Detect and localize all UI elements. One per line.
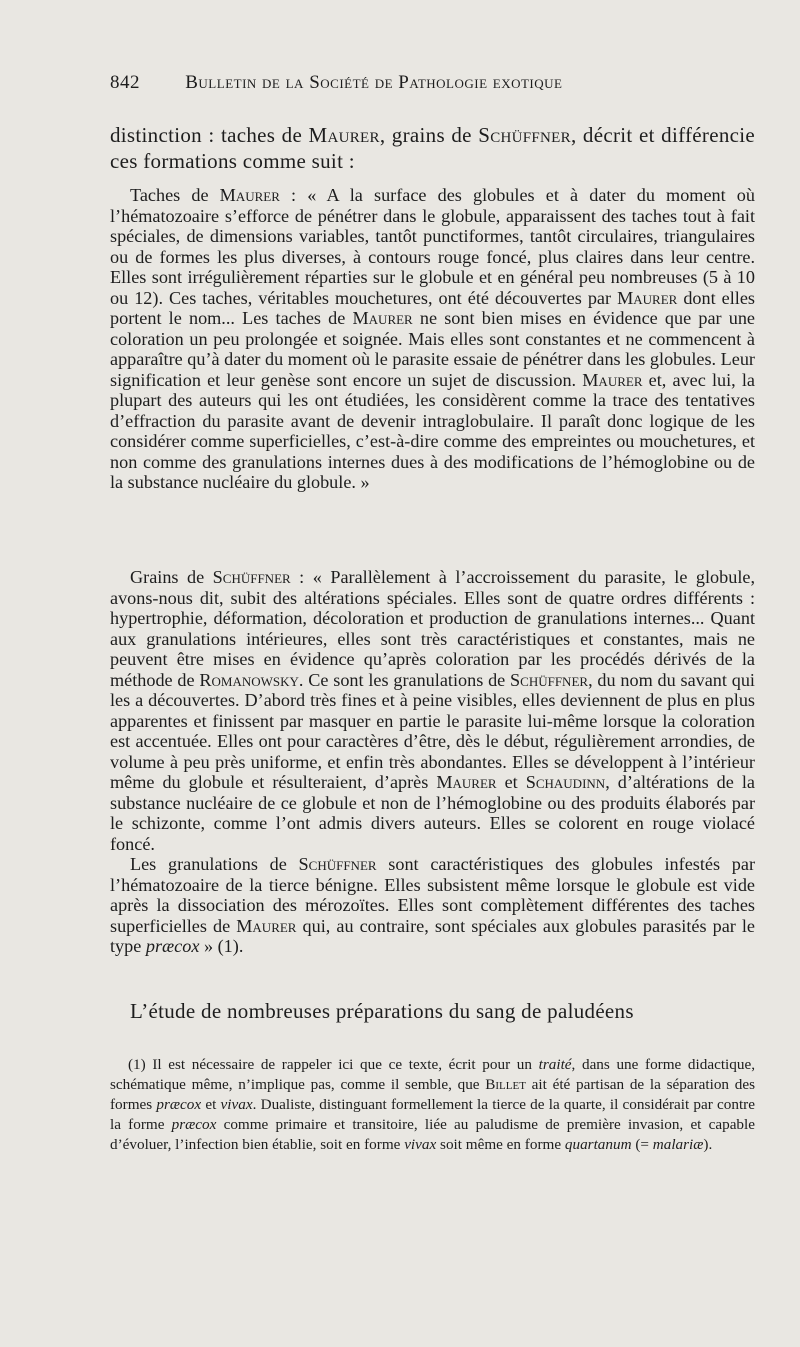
quote-schuffner-paragraph: Grains de Schüffner : « Parallèlement à l’accroissement du parasite, le globule, avons-nous dit, subit des altérations spéciales. Elles sont de quatre ordres différents : hypertrophie, déformation, décoloration et production de granulations internes... Quant aux granulations intérieures, elles sont très caractéristiques et constantes, mais ne peuvent être mises en évidence qu’après coloration par les procédés dérivés de la méthode de Romanowsky. Ce sont les granulations de Schüffner, du nom du savant qui les a découvertes. D’abord très fines et à peine visibles, elles deviennent de plus en plus apparentes et finissent par masquer en partie le parasite lui-même lorsque la coloration est accentuée. Elles ont pour caractères d’être, dès le début, régulièrement arrondies, de volume à peu près uniforme, et enfin très abondantes. Elles se développent à l’intérieur même du globule et résulteraient, d’après Maurer et Schaudinn, d’altérations de la substance nucléaire de ce globule et non de l’hémoglobine ou des produits élaborés par le schizonte, comme l’ont admis divers auteurs. Elles se colorent en rouge violacé foncé. [110,567,756,854]
latin-term: vivax [220,1096,253,1113]
granulations-paragraph: Les granulations de Schüffner sont caractéristiques des globules infestés par l’hématozoaire de la tierce bénigne. Elles subsistent même lorsque le globule est vide après la dissociation des mérozoïtes. Elles sont complètement différentes des taches superficielles de Maurer qui, au contraire, sont spéciales aux globules parasités par le type præcox » (1). [110,854,756,956]
page-number: 842 [110,72,140,93]
author-name: Maurer [582,369,643,390]
author-name: Schüffner [212,567,291,587]
author-name: Schüffner [510,669,589,690]
quote-maurer-paragraph: Taches de Maurer : « A la surface des globules et à dater du moment où l’hématozoaire s’efforce de pénétrer dans le globule, apparaissent des taches tout à fait spéciales, de dimensions variables, tantôt punctiformes, tantôt circulaires, triangulaires ou de formes les plus diverses, à contours rouge foncé, plus claires dans leur centre. Elles sont irrégulièrement réparties sur le globule et en général peu nombreuses (5 à 10 ou 12). Ces taches, véritables mouchetures, ont été découvertes par Maurer dont elles portent le nom... Les taches de Maurer ne sont bien mises en évidence que par une coloration un peu prolongée et soignée. Mais elles sont constantes et ne commencent à apparaître qu’à dater du moment où le parasite essaie de pénétrer dans les globules. Leur signification et leur genèse sont encore un sujet de discussion. Maurer et, avec lui, la plupart des auteurs qui les ont étudiées, les considèrent comme la trace des tentatives d’effraction du parasite avant de devenir intraglobulaire. Il paraît donc logique de les considérer comme superficielles, c’est-à-dire comme des empreintes ou mouchetures, et non comme des granulations internes dues à des modifications de l’hémoglobine ou de la substance nucléaire du globule. » [110,185,756,492]
author-name: Maurer [219,185,280,205]
author-name: Romanowsky [199,669,299,690]
author-name: Maurer [236,915,297,936]
latin-term: vivax [404,1136,437,1153]
author-name: Maurer [436,772,497,792]
running-title: Bulletin de la Société de Pathologie exotique [185,72,563,93]
latin-term: præcox [171,1116,217,1133]
author-name: Maurer [352,308,413,328]
author-name: Maurer [308,123,380,147]
intro-paragraph: distinction : taches de Maurer, grains de Schüffner, décrit et différencie ces formations comme suit : [110,123,755,173]
running-header [110,72,670,94]
author-name: Schüffner [478,123,571,147]
latin-term: quartanum [564,1136,632,1153]
latin-term: præcox [145,936,200,956]
author-name: Maurer [617,287,678,308]
author-name: Schaudinn [525,772,606,792]
author-name: Billet [485,1076,526,1093]
italic-term: traité [538,1056,572,1073]
latin-term: præcox [156,1096,202,1113]
author-name: Schüffner [298,854,377,874]
quote-schuffner-section [110,567,755,957]
latin-term: malariæ [652,1136,704,1153]
footnote: (1) Il est nécessaire de rappeler ici que ce texte, écrit pour un traité, dans une forme didactique, schématique même, n’implique pas, comme il semble, que Billet ait été partisan de la séparation des formes præcox et vivax. Dualiste, distinguant formellement la tierce de la quarte, il considérait par contre la forme præcox comme primaire et transitoire, liée au paludisme de première invasion, et capable d’évoluer, l’infection bien établie, soit en forme vivax soit même en forme quartanum (= malariæ). [110,1056,755,1153]
continuation-paragraph: L’étude de nombreuses préparations du sang de paludéens [130,999,634,1023]
